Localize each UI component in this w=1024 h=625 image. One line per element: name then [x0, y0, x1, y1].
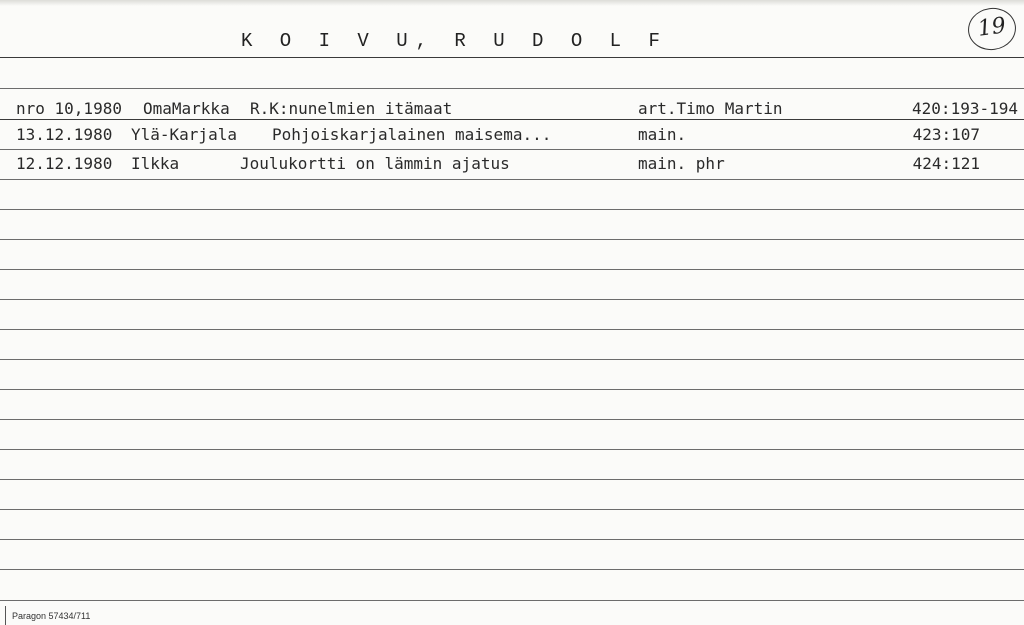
entry-title: Pohjoiskarjalainen maisema...: [272, 125, 552, 144]
ruled-line: [0, 449, 1024, 450]
entry-source: Ylä-Karjala: [131, 125, 237, 144]
footer-imprint: Paragon 57434/711: [12, 611, 91, 621]
entry-date: 13.12.1980: [16, 125, 113, 144]
ruled-line: [0, 389, 1024, 390]
ruled-line: [0, 479, 1024, 480]
ruled-line: [0, 299, 1024, 300]
ruled-line: [0, 359, 1024, 360]
entry-title: Joulukortti on lämmin ajatus: [240, 154, 510, 173]
ruled-line: [0, 179, 1024, 180]
ruled-line: [0, 419, 1024, 420]
entry-role: art.Timo Martin: [638, 99, 783, 118]
ruled-line: [0, 269, 1024, 270]
entry-date: 12.12.1980: [16, 154, 113, 173]
entry-title: R.K:nunelmien itämaat: [250, 99, 453, 118]
entry-role: main. phr: [638, 154, 725, 173]
footer-margin-tick: [5, 606, 6, 625]
entry-reference: 424:121: [912, 154, 980, 173]
ruled-line: [0, 600, 1024, 601]
card-top-edge: [0, 0, 1024, 6]
card-number: 19: [976, 13, 1008, 42]
ruled-line: [0, 569, 1024, 570]
ruled-line: [0, 209, 1024, 210]
entry-row: [0, 125, 1024, 149]
ruled-line: [0, 119, 1024, 120]
entry-date: nro 10,1980: [16, 99, 122, 118]
entry-source: Ilkka: [131, 154, 180, 173]
entry-source: OmaMarkka: [143, 99, 230, 118]
ruled-line: [0, 88, 1024, 89]
entry-reference: 420:193-194: [912, 99, 1018, 118]
person-name-heading: K O I V U, R U D O L F: [241, 30, 668, 52]
entry-reference: 423:107: [912, 125, 980, 144]
ruled-line: [0, 509, 1024, 510]
ruled-line: [0, 329, 1024, 330]
header-rule: [0, 57, 1024, 58]
entry-role: main.: [638, 125, 687, 144]
ruled-line: [0, 149, 1024, 150]
card-number-circle: [965, 5, 1018, 53]
ruled-line: [0, 539, 1024, 540]
entry-row: [0, 154, 1024, 178]
ruled-line: [0, 239, 1024, 240]
